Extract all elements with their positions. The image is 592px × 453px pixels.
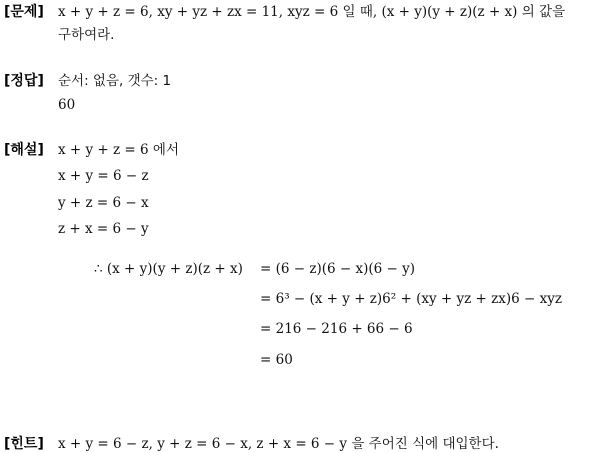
hint-text: x + y = 6 − z, y + z = 6 − x, z + x = 6 − y 을 주어진 식에 대입한다. <box>58 436 499 452</box>
answer-meta: 순서: 없음, 갯수: 1 <box>58 73 172 89</box>
problem-statement-line1: x + y + z = 6, xy + yz + zx = 11, xyz = 6 일 때, (x + y)(y + z)(z + x) 의 값을 <box>58 4 566 20</box>
equation-step-1: = (6 − z)(6 − x)(6 − y) <box>260 261 416 277</box>
hint-label: [힌트] <box>4 436 44 452</box>
solution-line-3: y + z = 6 − x <box>58 195 149 211</box>
equation-step-3: = 216 − 216 + 66 − 6 <box>260 321 413 337</box>
solution-line-1: x + y + z = 6 에서 <box>58 142 179 158</box>
problem-statement-line2: 구하여라. <box>58 27 115 43</box>
equation-lhs: ∴ (x + y)(y + z)(z + x) <box>94 261 243 277</box>
answer-value: 60 <box>58 97 76 113</box>
equation-step-4: = 60 <box>260 352 293 368</box>
solution-line-4: z + x = 6 − y <box>58 221 149 237</box>
equation-step-2: = 6³ − (x + y + z)6² + (xy + yz + zx)6 − xyz <box>260 291 562 307</box>
solution-label: [해설] <box>4 142 44 158</box>
answer-label: [정답] <box>4 73 44 89</box>
problem-label: [문제] <box>4 4 44 20</box>
solution-line-2: x + y = 6 − z <box>58 168 149 184</box>
